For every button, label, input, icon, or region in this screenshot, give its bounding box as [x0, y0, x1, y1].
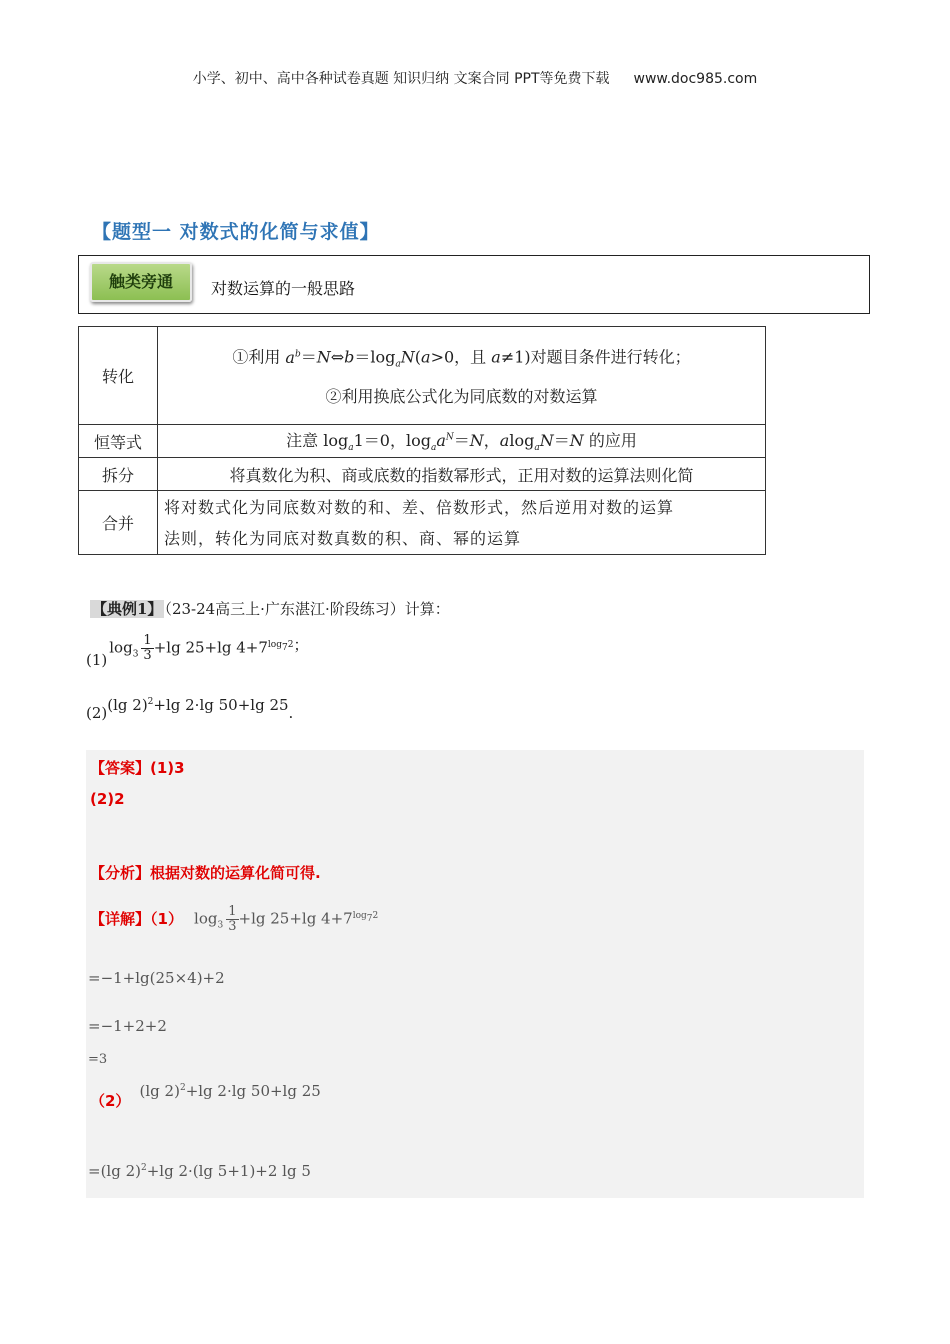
answer-box: [86, 750, 864, 1198]
rule-value: ①利用 $a^b=N\Leftrightarrow b=\log_aN(a>0$，且 a≠1)对题目条件进行转化； ②利用换底公式化为同底数的对数运算: [158, 327, 766, 425]
detail-step: =3: [88, 1052, 108, 1067]
example-source: （23-24高三上·广东湛江·阶段练习）计算：: [164, 600, 450, 618]
table-row: [79, 425, 766, 458]
rule-value: 将对数式化为同底数对数的和、差、倍数形式，然后逆用对数的运算 法则，转化为同底对数真数的积、商、幂的运算: [158, 491, 766, 555]
example-heading: [90, 598, 450, 619]
rule-key: 转化: [79, 327, 158, 425]
detail-step: =(lg 2)$^2$+lg 2·(lg 5+1)+2 lg 5: [88, 1162, 311, 1180]
detail-step: =−1+lg(25×4)+2: [88, 969, 225, 987]
rule-value: 将真数化为积、商或底数的指数幂形式，正用对数的运算法则化简: [158, 458, 766, 491]
table-row: [79, 491, 766, 555]
table-row: [79, 458, 766, 491]
example-label: 【典例1】: [92, 600, 163, 618]
question-2: (2)(lg 2)$^2$+lg 2·lg 50+lg 25.: [86, 696, 294, 722]
rule-key: 拆分: [79, 458, 158, 491]
detail-step: =−1+2+2: [88, 1017, 167, 1035]
header-url[interactable]: www.doc985.com: [633, 71, 758, 87]
answer-line-2: (2)2: [90, 790, 125, 808]
detail-line-1: 【详解】（1） $\log_3 1$ 3 +lg 25+lg $4+7^{log_72}$: [90, 904, 379, 934]
section-title: 【题型一 对数式的化简与求值】: [92, 221, 380, 243]
analysis-line: 【分析】根据对数的运算化简可得.: [90, 864, 321, 882]
rule-value: 注意 $\log_a1=0$，$\log_aa^N=N$，alog$_a$N＝N 的应用: [158, 425, 766, 458]
tip-badge: 触类旁通: [90, 262, 192, 302]
rule-key: 恒等式: [79, 425, 158, 458]
answer-line-1: 【答案】(1)3: [90, 759, 185, 777]
rule-key: 合并: [79, 491, 158, 555]
tip-box: [78, 255, 870, 314]
header-text: 小学、初中、高中各种试卷真题 知识归纳 文案合同 PPT等免费下载: [192, 71, 610, 87]
page-header: [0, 68, 950, 88]
table-row: [79, 327, 766, 425]
tip-text: 对数运算的一般思路: [211, 279, 356, 298]
question-1: $(1)\log_3$ 1 3 +lg 25+lg $4+7^{log_72}$；: [86, 633, 309, 669]
rules-table: [78, 326, 766, 555]
detail-line-2: （2） (lg 2)$^2$+lg 2·lg 50+lg 25: [90, 1082, 321, 1110]
